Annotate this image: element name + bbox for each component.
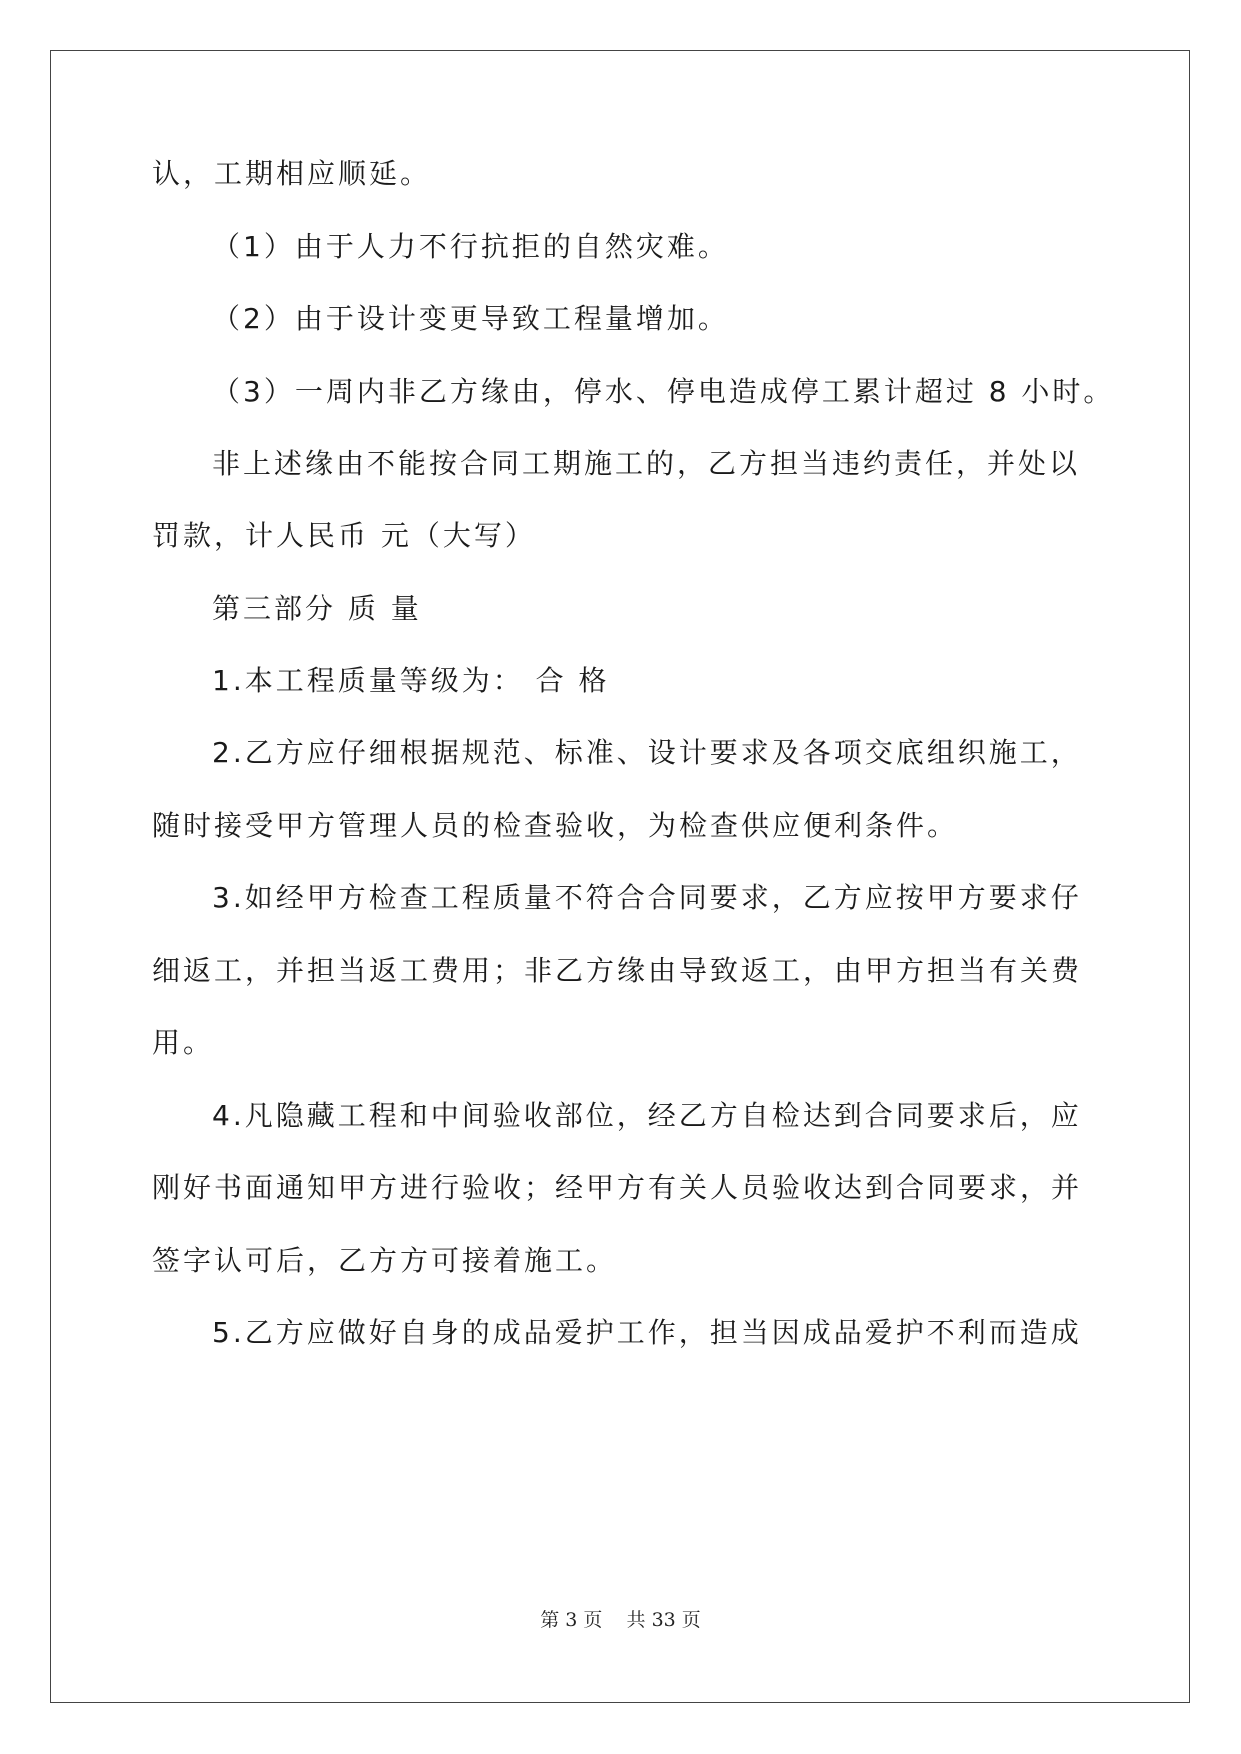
text-line: 4.凡隐藏工程和中间验收部位，经乙方自检达到合同要求后，应 xyxy=(212,1099,1082,1132)
text-line: （2）由于设计变更导致工程量增加。 xyxy=(212,302,729,335)
text-line: 5.乙方应做好自身的成品爱护工作，担当因成品爱护不利而造成 xyxy=(212,1316,1082,1349)
text-line: 认，工期相应顺延。 xyxy=(152,157,432,190)
page-border xyxy=(50,50,1190,1703)
section-heading: 第三部分 质 量 xyxy=(212,592,422,625)
text-line: 1.本工程质量等级为： 合 格 xyxy=(212,664,610,697)
text-line: 随时接受甲方管理人员的检查验收，为检查供应便利条件。 xyxy=(152,809,959,842)
text-line: （3）一周内非乙方缘由，停水、停电造成停工累计超过 8 小时。 xyxy=(212,375,1115,408)
text-line: 用。 xyxy=(152,1026,215,1059)
text-line: 2.乙方应仔细根据规范、标准、设计要求及各项交底组织施工， xyxy=(212,736,1082,769)
text-line: 非上述缘由不能按合同工期施工的，乙方担当违约责任，并处以 xyxy=(212,447,1081,480)
text-line: 3.如经甲方检查工程质量不符合合同要求，乙方应按甲方要求仔 xyxy=(212,881,1082,914)
text-line: 罚款，计人民币 元（大写） xyxy=(152,519,536,552)
text-line: （1）由于人力不行抗拒的自然灾难。 xyxy=(212,230,729,263)
text-line: 签字认可后，乙方方可接着施工。 xyxy=(152,1244,618,1277)
text-line: 刚好书面通知甲方进行验收；经甲方有关人员验收达到合同要求，并 xyxy=(152,1171,1083,1204)
page-number: 第 3 页 共 33 页 xyxy=(540,1609,701,1631)
text-line: 细返工，并担当返工费用；非乙方缘由导致返工，由甲方担当有关费 xyxy=(152,954,1083,987)
